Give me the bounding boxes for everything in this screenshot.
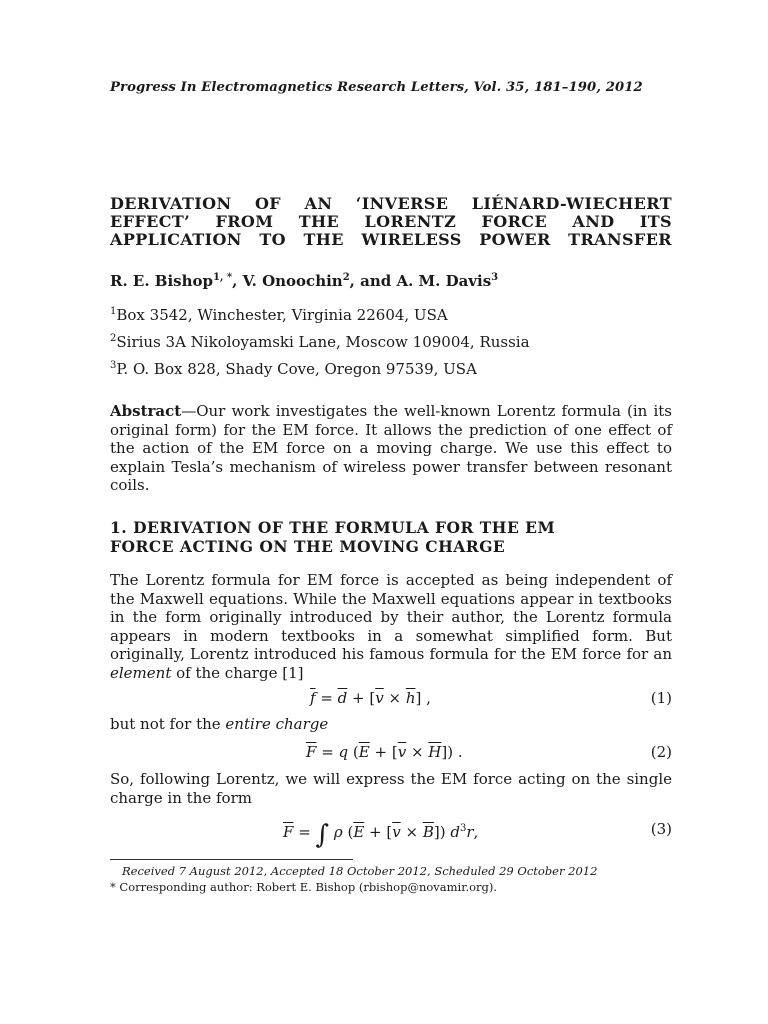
corresponding-author-footnote: * Corresponding author: Robert E. Bishop (rbishop@novamir.org).	[110, 880, 498, 894]
journal-header: Progress In Electromagnetics Research Letters, Vol. 35, 181–190, 2012	[110, 80, 643, 95]
abstract-text: —Our work investigates the well-known Lorentz formula (in its original form) for the EM force. It allows the prediction of one effect of the action of the EM force on a moving charge. We use this effect to explain Tesla’s mechanism of wireless power transfer between resonant coils.	[110, 402, 672, 494]
section-heading-line-1: 1. DERIVATION OF THE FORMULA FOR THE EM	[110, 518, 556, 537]
equation-1: $\overline{f} = \overline{d} + [\overline{v} \times \overline{h}]$ ,	[310, 689, 431, 707]
author-1-name: R. E. Bishop	[110, 272, 214, 290]
affiliation-1: $^1$Box 3542, Winchester, Virginia 22604, USA	[110, 306, 448, 324]
equation-3-number: (3)	[650, 820, 672, 838]
entire-charge-line: but not for the entire charge	[110, 715, 329, 733]
equation-3: $\overline{F}$ = ∫ ρ $(\overline{E} + [\overline{v} \times \overline{B}])$ $d^3r$,	[283, 820, 479, 850]
abstract-label: Abstract	[110, 402, 182, 420]
author-2-name: , V. Onoochin	[232, 272, 343, 290]
author-2-affil: 2	[342, 272, 350, 283]
author-list	[110, 272, 498, 290]
section-heading-line-2: FORCE ACTING ON THE MOVING CHARGE	[110, 537, 506, 556]
intro-paragraph: The Lorentz formula for EM force is accepted as being independent of the Maxwell equations. While the Maxwell equations appear in textbooks in the form originally introduced by their author, the Lorentz formula appears in modern textbooks in a somewhat simplified form. But originally, Lorentz introduced his famous formula for the EM force for an element of the charge [1]	[110, 571, 672, 682]
following-paragraph: So, following Lorentz, we will express the EM force acting on the single charge in the form	[110, 770, 672, 807]
equation-2-number: (2)	[650, 743, 672, 761]
author-3-name: , and A. M. Davis	[349, 272, 492, 290]
equation-2: $\overline{F} = q$ $(\overline{E} + [\overline{v} \times \overline{H}])$ .	[306, 743, 463, 761]
title-line-2: EFFECT’ FROM THE LORENTZ FORCE AND ITS	[110, 212, 672, 231]
author-3-affil: 3	[491, 272, 499, 283]
equation-1-number: (1)	[650, 689, 672, 707]
abstract	[110, 402, 672, 495]
affiliation-2: $^2$Sirius 3A Nikoloyamski Lane, Moscow 109004, Russia	[110, 333, 530, 351]
author-1-affil: 1, *	[213, 272, 233, 283]
footnote-rule	[110, 859, 353, 860]
affiliation-3: $^3$P. O. Box 828, Shady Cove, Oregon 97539, USA	[110, 360, 477, 378]
received-dates-footnote: Received 7 August 2012, Accepted 18 October 2012, Scheduled 29 October 2012	[122, 864, 598, 878]
title-line-1: DERIVATION OF AN ‘INVERSE LIÉNARD-WIECHERT	[110, 194, 672, 213]
title-line-3: APPLICATION TO THE WIRELESS POWER TRANSFER	[110, 230, 672, 249]
